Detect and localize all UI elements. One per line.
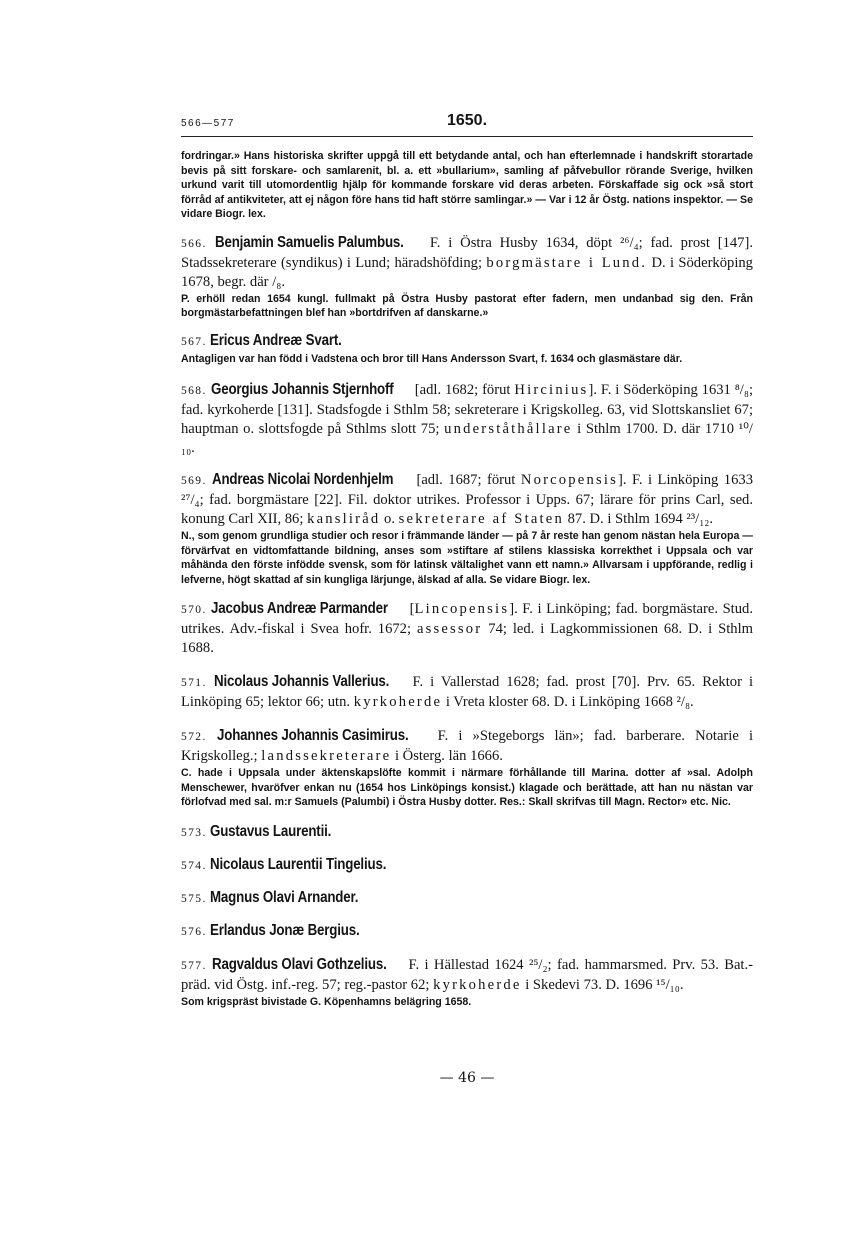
entry-body: [adl. 1687; förut xyxy=(416,472,516,488)
entry-name: Johannes Johannis Casimirus. xyxy=(216,727,409,744)
entry-name: Erlandus Jonæ Bergius. xyxy=(210,921,360,939)
entry-note: N., som genom grundliga studier och resor i främmande länder — på 7 år reste han genom nästan hela Europa — förvärfvat en vidtomfattande bildning, anses som »stiftare af stilens klassiska korrekthet i Uppsala och var måhända den förste infödde svensk, som för latinsk vältalighet vann ett namn.» Allvarsam i uppförande, redlig i lefverne, högt skattad af sin kungliga lärjunge, älskad af alla. Se vidare Biogr. lex. xyxy=(181,530,753,586)
entry-number: 572. xyxy=(181,731,207,743)
document-page xyxy=(181,112,753,1086)
entry-spaced-title: landssekreterare xyxy=(261,748,392,764)
entry-text xyxy=(181,599,753,658)
page-year: 1650. xyxy=(446,112,488,129)
entry-number: 568. xyxy=(181,385,207,397)
page-number: — 46 — xyxy=(439,1070,495,1086)
page-header xyxy=(181,112,753,137)
entry-body: i Vreta kloster 68. D. i Linköping 1668 ²/₈. xyxy=(445,694,694,710)
entry-text xyxy=(181,331,753,352)
entry-text xyxy=(181,921,753,942)
entry-body: ]. F. i Linköping; fad. borgmästare. Stud. utrikes. Adv.-fiskal i Svea hofr. 1672; xyxy=(181,601,753,637)
entry-note: Som krigspräst bivistade G. Köpenhamns belägring 1658. xyxy=(181,995,472,1008)
entry-number: 574. xyxy=(181,859,207,872)
entry-567 xyxy=(181,331,753,367)
entry-576 xyxy=(181,921,753,942)
entry-note: P. erhöll redan 1654 kungl. fullmakt på Östra Husby pastorat efter fadern, men undanbad sig den. Från borgmästarbefattningen blef han »bortdrifven af danskarne.» xyxy=(181,292,753,319)
entry-566 xyxy=(181,233,753,321)
entry-569 xyxy=(181,470,753,587)
entry-572 xyxy=(181,726,753,810)
entry-body: i Österg. län 1666. xyxy=(394,748,503,764)
entry-body: F. i Hällestad 1624 ²⁵/₂; fad. hammarsmed. Prv. 53. Bat.-präd. vid Östg. inf.-reg. 57; reg.-pastor 62; xyxy=(181,956,753,993)
entry-571 xyxy=(181,672,753,712)
entry-574 xyxy=(181,855,753,876)
entry-body: 74; led. i Lagkommissionen 68. D. i Sthlm 1688. xyxy=(181,621,753,656)
entry-number: 571. xyxy=(181,677,207,689)
entry-number: 575. xyxy=(181,892,207,905)
entry-spaced-title: sekreterare af Staten xyxy=(398,511,564,527)
entry-body: F. i Östra Husby 1634, döpt ²⁶/₄; fad. prost [147]. Stadssekreterare (syndikus) i Lund; häradshöfding; xyxy=(181,234,753,271)
intro-paragraph: fordringar.» Hans historiska skrifter uppgå till ett betydande antal, och han efterlemnade i handskrift storartade bevis på sitt forskare- och samlarenit, bl. a. ett »bullarium», samling af påfvebullor rörande Sverige, hvilken urkund varit till utomordentlig hjälp för kommande forskare vid deras arbeten. Förskaffade sig ock »så stort förråd af antikviteter, att ej någon före hans tid haft större samlingar.» — Var i 12 år Östg. nations inspektor. — Se vidare Biogr. lex. xyxy=(181,150,753,220)
entry-text xyxy=(181,470,753,529)
entry-body: [adl. 1682; förut xyxy=(414,382,511,398)
entry-number: 566. xyxy=(181,237,207,250)
entry-note: Antagligen var han född i Vadstena och bror till Hans Andersson Svart, f. 1634 och glasmästare där. xyxy=(181,352,683,365)
entry-number: 567. xyxy=(181,335,207,348)
entry-range: 566—577 xyxy=(181,118,235,129)
entry-spaced-title: assessor xyxy=(416,621,483,637)
entry-577 xyxy=(181,955,753,1010)
entry-body: D. i Söderköping 1678, begr. där /₈. xyxy=(181,254,753,290)
entry-name: Ericus Andreæ Svart. xyxy=(210,331,343,349)
entry-text xyxy=(181,233,753,292)
entry-575 xyxy=(181,888,753,909)
entry-text xyxy=(181,955,753,995)
entry-number: 569. xyxy=(181,475,207,487)
entry-name: Ragvaldus Olavi Gothzelius. xyxy=(212,955,387,973)
entry-body: ]. F. i Linköping 1633 ²⁷/₄; fad. borgmästare [22]. Fil. doktor utrikes. Professor i Upps. 67; lärare för prins Carl, sed. konung Carl XII, 86; xyxy=(181,472,753,527)
entry-spaced-title: Lincopensis xyxy=(414,601,510,617)
entry-spaced-title: Hircinius xyxy=(514,382,589,398)
entry-spaced-title: kyrkoherde xyxy=(353,694,443,710)
entry-body: F. i »Stegeborgs län»; fad. barberare. Notarie i Krigskolleg.; xyxy=(181,728,753,764)
entry-number: 577. xyxy=(181,959,207,972)
entry-name: Jacobus Andreæ Parmander xyxy=(211,600,389,617)
entry-name: Nicolaus Johannis Vallerius. xyxy=(213,673,389,690)
entry-text xyxy=(181,822,753,843)
page-content xyxy=(181,149,753,1009)
entry-spaced-title: borgmästare i Lund. xyxy=(486,254,648,271)
entry-name: Andreas Nicolai Nordenhjelm xyxy=(212,471,394,488)
entry-name: Gustavus Laurentii. xyxy=(210,822,332,840)
entry-text xyxy=(181,855,753,876)
entry-body: o. xyxy=(384,511,395,527)
entry-body: 87. D. i Sthlm 1694 ²³/₁₂. xyxy=(567,511,714,527)
entry-name: Nicolaus Laurentii Tingelius. xyxy=(210,855,387,873)
entry-body: i Sthlm 1700. D. där 1710 ¹⁰/₁₀. xyxy=(181,421,753,456)
entry-name: Magnus Olavi Arnander. xyxy=(210,888,359,906)
entry-number: 576. xyxy=(181,925,207,938)
entry-body: ]. F. i Söderköping 1631 ⁸/₈; fad. kyrkoherde [131]. Stadsfogde i Sthlm 58; sekreterare i Krigskolleg. 63, vid Slottskansliet 67; hauptman o. slottsfogde på Sthlms slott 75; xyxy=(181,382,753,437)
entry-568 xyxy=(181,380,753,458)
entry-text xyxy=(181,380,753,458)
entry-name: Georgius Johannis Stjernhoff xyxy=(210,381,394,398)
entry-text xyxy=(181,672,753,712)
entry-spaced-title: kyrkoherde xyxy=(433,976,522,993)
entry-name: Benjamin Samuelis Palumbus. xyxy=(214,233,404,251)
entry-spaced-title: kansliråd xyxy=(307,511,381,527)
entry-number: 570. xyxy=(181,604,207,616)
entry-spaced-title: underståthållare xyxy=(444,421,573,437)
entry-spaced-title: Norcopensis xyxy=(520,472,618,488)
entry-570 xyxy=(181,599,753,658)
entry-body: i Skedevi 73. D. 1696 ¹⁵/₁₀. xyxy=(525,976,684,993)
entry-note: C. hade i Uppsala under äktenskapslöfte kommit i närmare förhållande till Marina. dotter af »sal. Adolph Menschewer, hvaröfver enkan nu (1654 hos Linköpings konsist.) klagade och berättade, att han nu nästan var förlofvad med sal. m:r Samuels (Palumbi) i Östra Husby dotter. Res.: Skall skrifvas till Magn. Rector» etc. Nic. xyxy=(181,767,753,808)
entry-body: F. i Vallerstad 1628; fad. prost [70]. Prv. 65. Rektor i Linköping 65; lektor 66; utn. xyxy=(181,674,753,710)
entry-body: [ xyxy=(409,601,415,617)
entry-573 xyxy=(181,822,753,843)
entry-number: 573. xyxy=(181,826,207,839)
entry-text xyxy=(181,888,753,909)
entry-text xyxy=(181,726,753,766)
